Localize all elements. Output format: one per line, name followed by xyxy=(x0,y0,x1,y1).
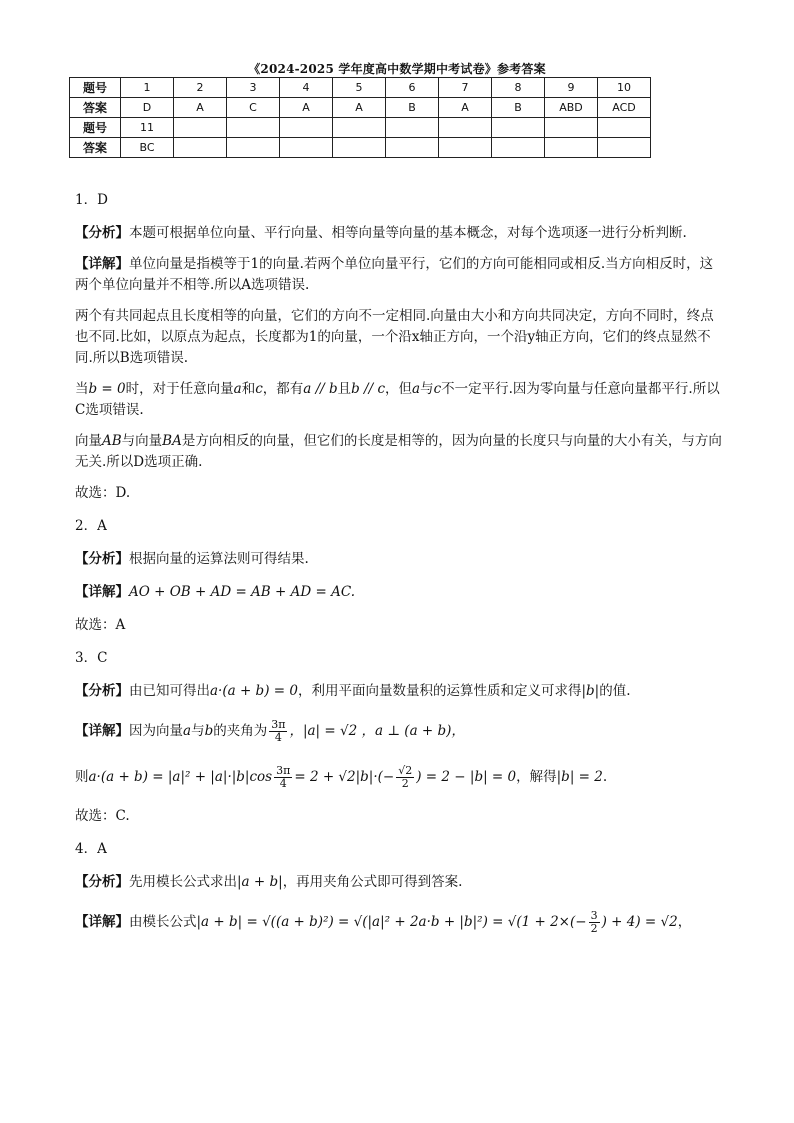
text-segment: 先用模长公式求出 xyxy=(129,874,237,890)
table-cell xyxy=(439,118,492,138)
table-cell xyxy=(174,138,227,158)
q2-detail xyxy=(75,582,725,603)
q2-heading: 2．A xyxy=(75,518,107,534)
math-expression: |b| xyxy=(581,683,600,699)
table-cell: 10 xyxy=(598,78,651,98)
q1-detail-3 xyxy=(75,379,725,421)
detail-label: 【详解】 xyxy=(75,256,129,272)
table-cell: 2 xyxy=(174,78,227,98)
fraction-numerator: 3π xyxy=(271,718,286,731)
text-segment: 与 xyxy=(191,723,205,739)
math-expression: AO + OB + AD = AB + AD = AC. xyxy=(129,584,355,600)
text-segment: ，但 xyxy=(385,381,413,397)
math-expression: |a + b| = √((a + b)²) = √(|a|² + 2a·b + |b|²) = √(1 + 2×(− xyxy=(196,914,587,930)
math-expression: = 2 + √2|b|·(− xyxy=(294,769,395,785)
fraction-numerator: 3 xyxy=(590,909,598,922)
text-segment: 的值. xyxy=(599,683,631,699)
table-cell: 7 xyxy=(439,78,492,98)
table-cell: 9 xyxy=(545,78,598,98)
math-expression: a xyxy=(233,381,242,397)
text-segment: ，解得 xyxy=(516,769,557,785)
table-cell xyxy=(598,138,651,158)
detail-text: 单位向量是指模等于1的向量.若两个单位向量平行，它们的方向可能相同或相反.当方向相反时，这两个单位向量并不相等.所以A选项错误. xyxy=(75,256,714,293)
fraction-denominator: 4 xyxy=(279,777,287,790)
math-expression: a // b xyxy=(303,381,338,397)
q4-detail xyxy=(75,905,725,939)
table-row xyxy=(70,98,651,118)
table-cell: A xyxy=(280,98,333,118)
math-expression: AB xyxy=(102,433,122,449)
math-expression: a·(a + b) = |a|² + |a|·|b|cos xyxy=(88,769,273,785)
analysis-label: 【分析】 xyxy=(75,551,129,567)
text-segment: . xyxy=(602,769,608,785)
q4-analysis xyxy=(75,872,725,893)
math-expression: a xyxy=(183,723,192,739)
text-segment: 由已知可得出 xyxy=(129,683,210,699)
fraction-numerator: 3π xyxy=(276,764,291,777)
solutions-body xyxy=(75,190,725,951)
fraction-numerator: √2 xyxy=(398,764,413,777)
q1-heading: 1．D xyxy=(75,192,108,208)
table-cell: 6 xyxy=(386,78,439,98)
text-segment: 因为向量 xyxy=(129,723,183,739)
fraction xyxy=(269,719,287,744)
table-cell: 1 xyxy=(121,78,174,98)
analysis-text: 根据向量的运算法则可得结果. xyxy=(129,551,309,567)
table-cell: C xyxy=(227,98,280,118)
table-cell xyxy=(280,138,333,158)
detail-label: 【详解】 xyxy=(75,584,129,600)
table-cell: D xyxy=(121,98,174,118)
table-cell: 11 xyxy=(121,118,174,138)
text-segment: 向量 xyxy=(75,433,102,449)
q1-conclusion: 故选：D. xyxy=(75,485,131,501)
q3-detail xyxy=(75,714,725,748)
math-expression: ) = 2 − |b| = 0 xyxy=(416,769,517,785)
table-cell xyxy=(227,138,280,158)
text-segment: 当 xyxy=(75,381,89,397)
table-header-cell: 题号 xyxy=(70,118,121,138)
analysis-label: 【分析】 xyxy=(75,225,129,241)
table-cell: ABD xyxy=(545,98,598,118)
analysis-label: 【分析】 xyxy=(75,683,129,699)
text-segment: 与向量 xyxy=(121,433,163,449)
fraction xyxy=(274,765,292,790)
fraction-denominator: 2 xyxy=(401,777,409,790)
text-segment: ，利用平面向量数量积的运算性质和定义可求得 xyxy=(297,683,582,699)
fraction xyxy=(589,910,600,935)
q3-conclusion: 故选：C. xyxy=(75,808,130,824)
table-cell: A xyxy=(333,98,386,118)
q3-detail-line2 xyxy=(75,760,725,794)
text-segment: ，再用夹角公式即可得到答案. xyxy=(282,874,463,890)
table-cell: BC xyxy=(121,138,174,158)
text-segment: 的夹角为 xyxy=(213,723,268,739)
answer-table xyxy=(69,77,651,158)
text-segment: 则 xyxy=(75,769,89,785)
table-cell xyxy=(333,138,386,158)
q2-analysis xyxy=(75,549,725,570)
q1-analysis xyxy=(75,223,725,244)
text-segment: ， xyxy=(677,914,692,930)
q3-heading: 3．C xyxy=(75,650,108,666)
table-cell xyxy=(492,138,545,158)
table-cell: B xyxy=(386,98,439,118)
detail-label: 【详解】 xyxy=(75,914,129,930)
detail-label: 【详解】 xyxy=(75,723,129,739)
q4-heading: 4．A xyxy=(75,841,107,857)
text-segment: 和 xyxy=(241,381,256,397)
table-cell xyxy=(386,138,439,158)
table-cell xyxy=(227,118,280,138)
math-expression: |b| = 2 xyxy=(556,769,603,785)
math-expression: b // c xyxy=(351,381,386,397)
math-expression: ，|a| = √2 ，a ⊥ (a + b)， xyxy=(289,723,465,739)
table-cell xyxy=(174,118,227,138)
text-segment: 由模长公式 xyxy=(129,914,197,930)
analysis-text: 本题可根据单位向量、平行向量、相等向量等向量的基本概念，对每个选项逐一进行分析判断. xyxy=(129,225,687,241)
text-segment: 时，对于任意向量 xyxy=(125,381,234,397)
fraction-denominator: 2 xyxy=(590,922,598,935)
math-expression: a xyxy=(412,381,421,397)
table-row xyxy=(70,78,651,98)
table-cell xyxy=(598,118,651,138)
text-segment: 与 xyxy=(420,381,434,397)
q1-detail-4 xyxy=(75,431,725,473)
table-cell xyxy=(545,138,598,158)
table-cell: B xyxy=(492,98,545,118)
math-expression: ) + 4) = √2 xyxy=(601,914,678,930)
text-segment: 不一定平行.因为零向量与任意向量都平行.所以C选项错误. xyxy=(75,381,720,418)
table-cell xyxy=(439,138,492,158)
table-cell xyxy=(545,118,598,138)
table-row xyxy=(70,138,651,158)
text-segment: ，都有 xyxy=(262,381,304,397)
table-cell xyxy=(386,118,439,138)
table-cell: 8 xyxy=(492,78,545,98)
fraction-denominator: 4 xyxy=(274,731,282,744)
table-header-cell: 答案 xyxy=(70,98,121,118)
table-cell: 3 xyxy=(227,78,280,98)
table-header-cell: 答案 xyxy=(70,138,121,158)
table-cell: A xyxy=(174,98,227,118)
q3-analysis xyxy=(75,681,725,702)
math-expression: b = 0 xyxy=(88,381,126,397)
q1-detail-1 xyxy=(75,254,725,296)
math-expression: c xyxy=(433,381,442,397)
table-cell xyxy=(333,118,386,138)
math-expression: BA xyxy=(162,433,182,449)
fraction xyxy=(396,765,414,790)
table-cell: 4 xyxy=(280,78,333,98)
math-expression: a·(a + b) = 0 xyxy=(210,683,298,699)
math-expression: |a + b| xyxy=(237,874,283,890)
text-segment: 是方向相反的向量，但它们的长度是相等的，因为向量的长度只与向量的大小有关，与方向无关.所以D选项正确. xyxy=(75,433,722,470)
document-title: 《2024-2025 学年度高中数学期中考试卷》参考答案 xyxy=(248,62,546,76)
table-cell: 5 xyxy=(333,78,386,98)
math-expression: b xyxy=(204,723,214,739)
q2-conclusion: 故选：A xyxy=(75,617,126,633)
q1-detail-2: 两个有共同起点且长度相等的向量，它们的方向不一定相同.向量由大小和方向共同决定，方向不同时，终点也不同.比如，以原点为起点，长度都为1的向量，一个沿x轴正方向，一个沿y轴正方向，它们的终点显然不同.所以B选项错误. xyxy=(75,308,714,366)
table-row xyxy=(70,118,651,138)
table-cell xyxy=(280,118,333,138)
text-segment: 且 xyxy=(337,381,352,397)
table-header-cell: 题号 xyxy=(70,78,121,98)
table-cell: A xyxy=(439,98,492,118)
table-cell: ACD xyxy=(598,98,651,118)
analysis-label: 【分析】 xyxy=(75,874,129,890)
table-cell xyxy=(492,118,545,138)
math-expression: c xyxy=(255,381,263,397)
